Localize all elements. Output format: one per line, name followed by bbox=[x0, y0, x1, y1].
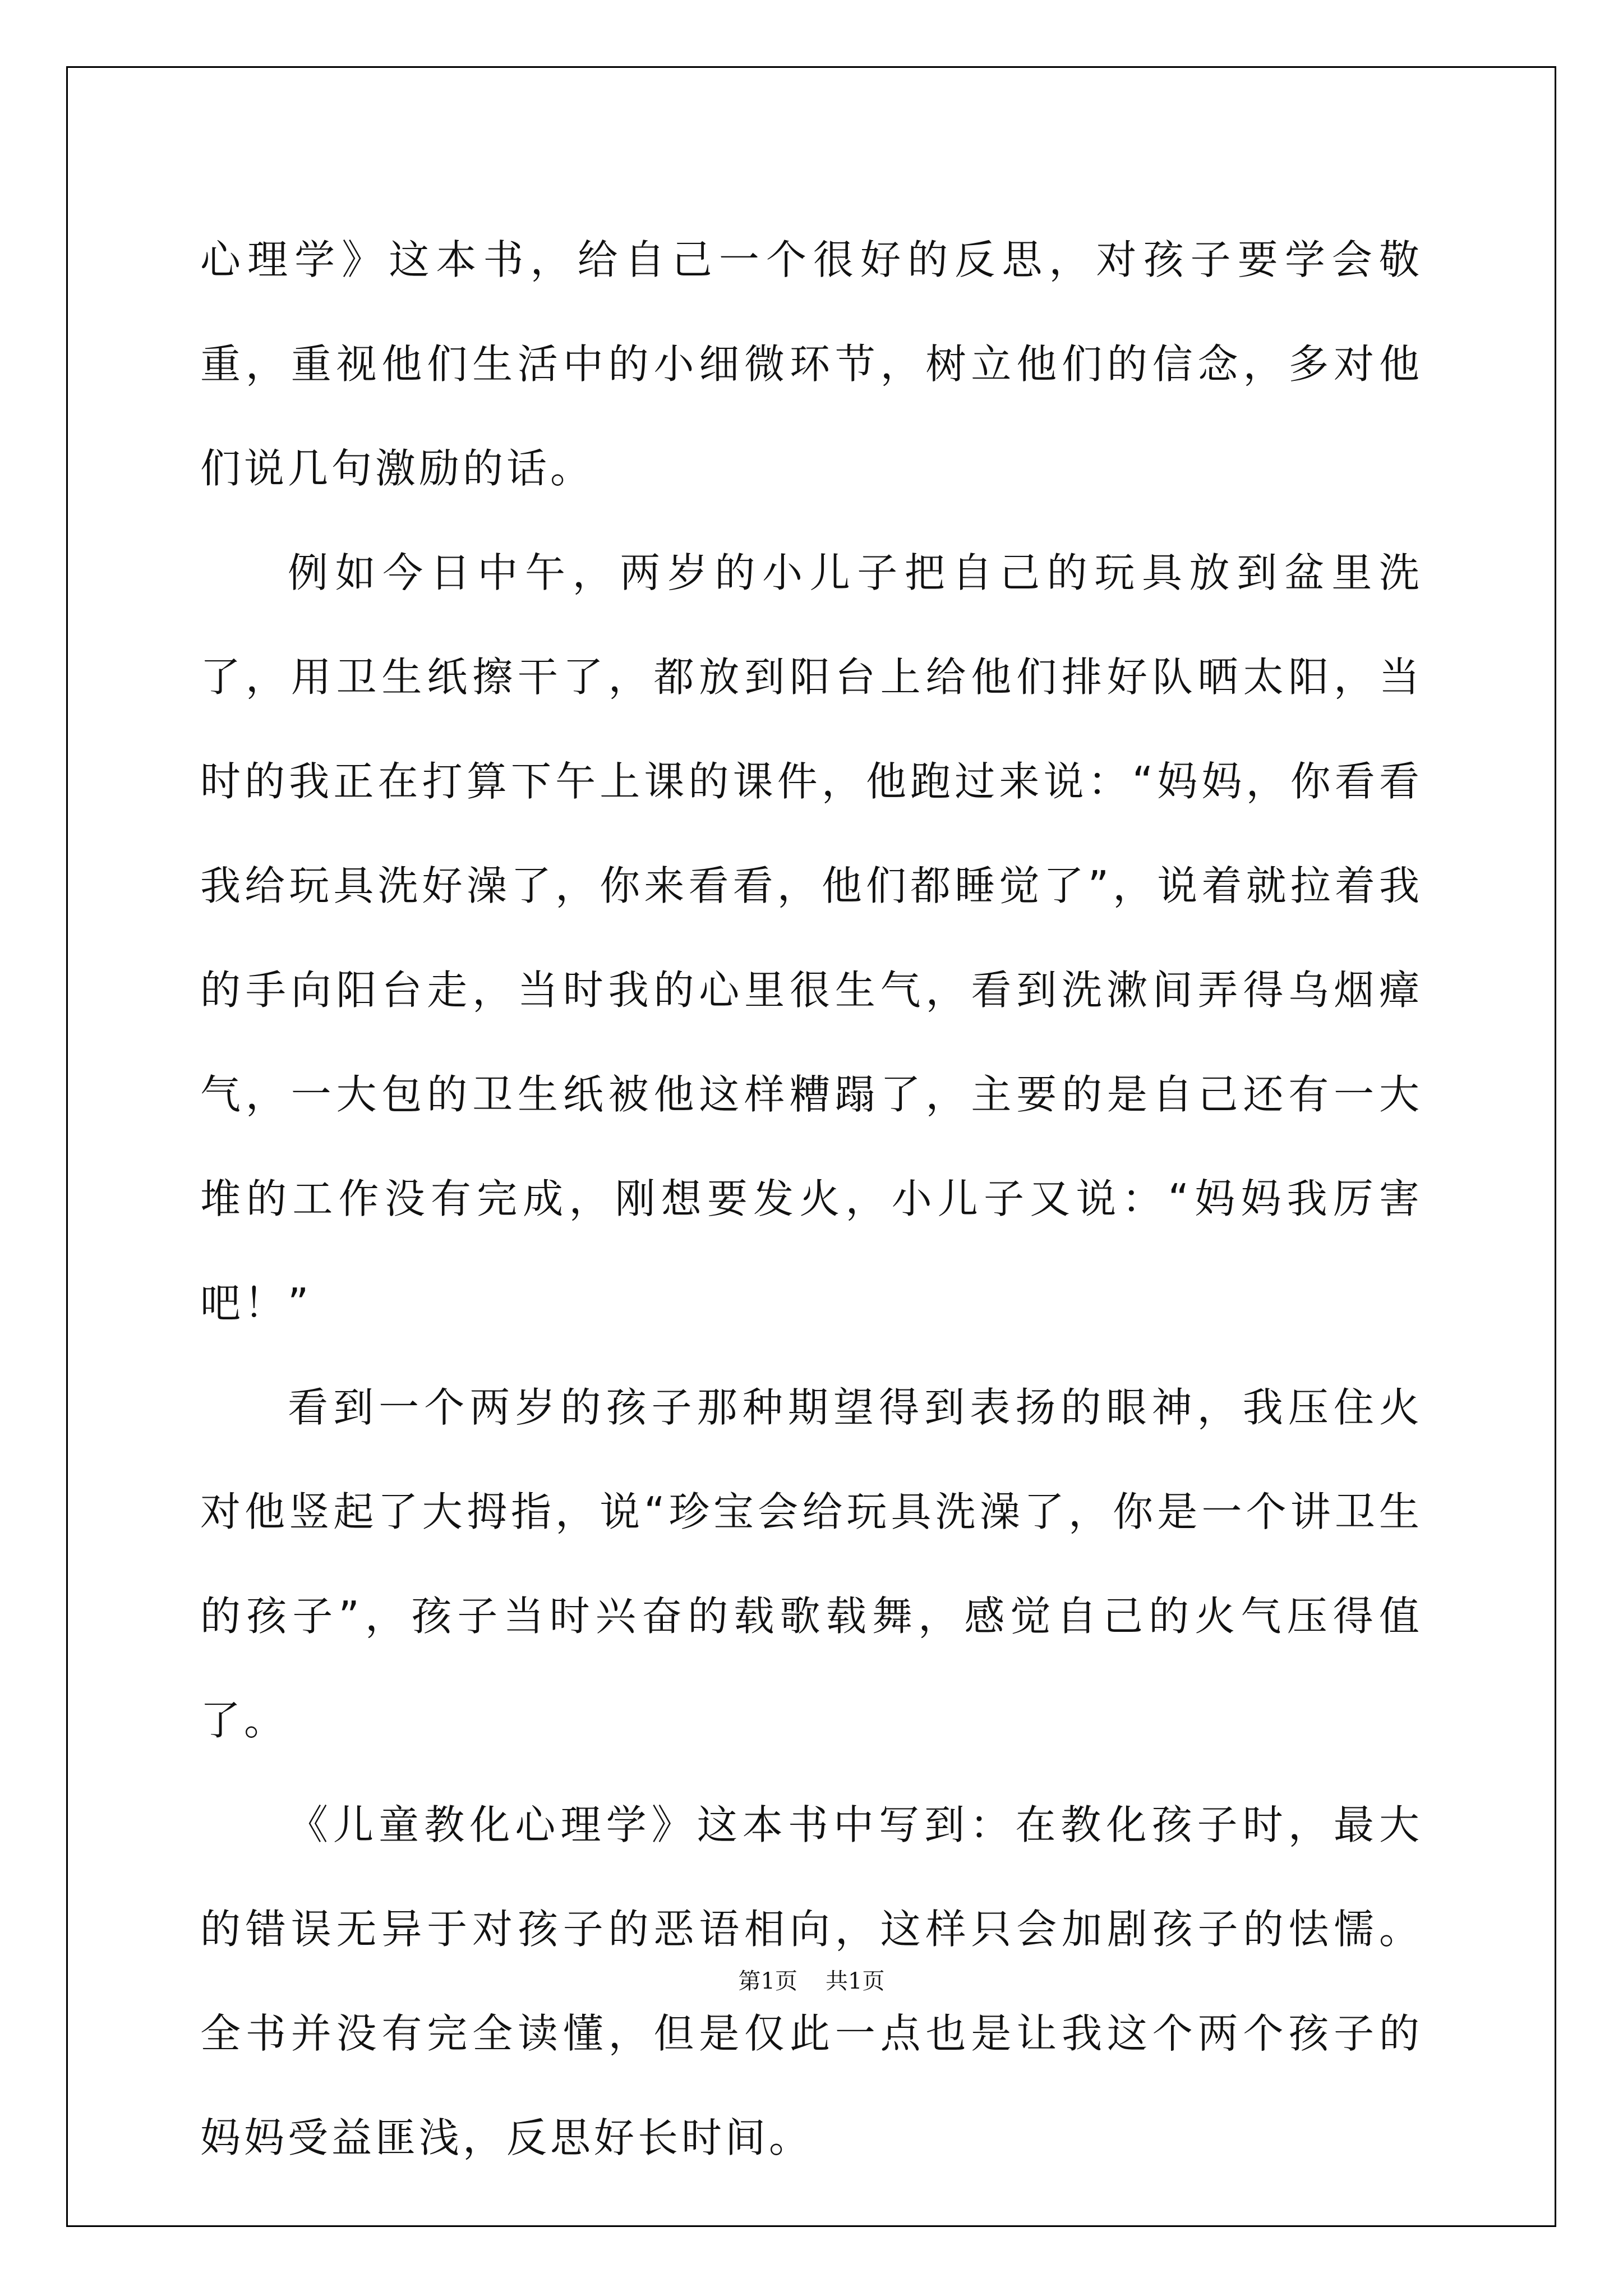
paragraph-2: 例如今日中午，两岁的小儿子把自己的玩具放到盆里洗了，用卫生纸擦干了，都放到阳台上给他们排好队晒太阳，当时的我正在打算下午上课的课件，他跑过来说：“妈妈，你看看我给玩具洗好澡了，你来看看，他们都睡觉了”，说着就拉着我的手向阳台走，当时我的心里很生气，看到洗漱间弄得乌烟瘴气，一大包的卫生纸被他这样糟蹋了，主要的是自己还有一大堆的工作没有完成，刚想要发火，小儿子又说：“妈妈我厉害吧！” bbox=[200, 549, 1423, 1327]
paragraph-4: 《儿童教化心理学》这本书中写到：在教化孩子时，最大的错误无异于对孩子的恶语相向，这样只会加剧孩子的怯懦。全书并没有完全读懂，但是仅此一点也是让我这个两个孩子的妈妈受益匪浅，反思好长时间。 bbox=[200, 1801, 1423, 2161]
page-total: 共1页 bbox=[826, 1968, 885, 1994]
document-body bbox=[200, 208, 1423, 2190]
paragraph-3: 看到一个两岁的孩子那种期望得到表扬的眼神，我压住火对他竖起了大拇指，说“珍宝会给玩具洗澡了，你是一个讲卫生的孩子”，孩子当时兴奋的载歌载舞，感觉自己的火气压得值了。 bbox=[200, 1384, 1423, 1744]
page-footer bbox=[0, 1963, 1623, 1995]
page-number: 第1页 bbox=[738, 1968, 797, 1994]
paragraph-1: 心理学》这本书，给自己一个很好的反思，对孩子要学会敬重，重视他们生活中的小细微环节，树立他们的信念，多对他们说几句激励的话。 bbox=[200, 236, 1423, 492]
